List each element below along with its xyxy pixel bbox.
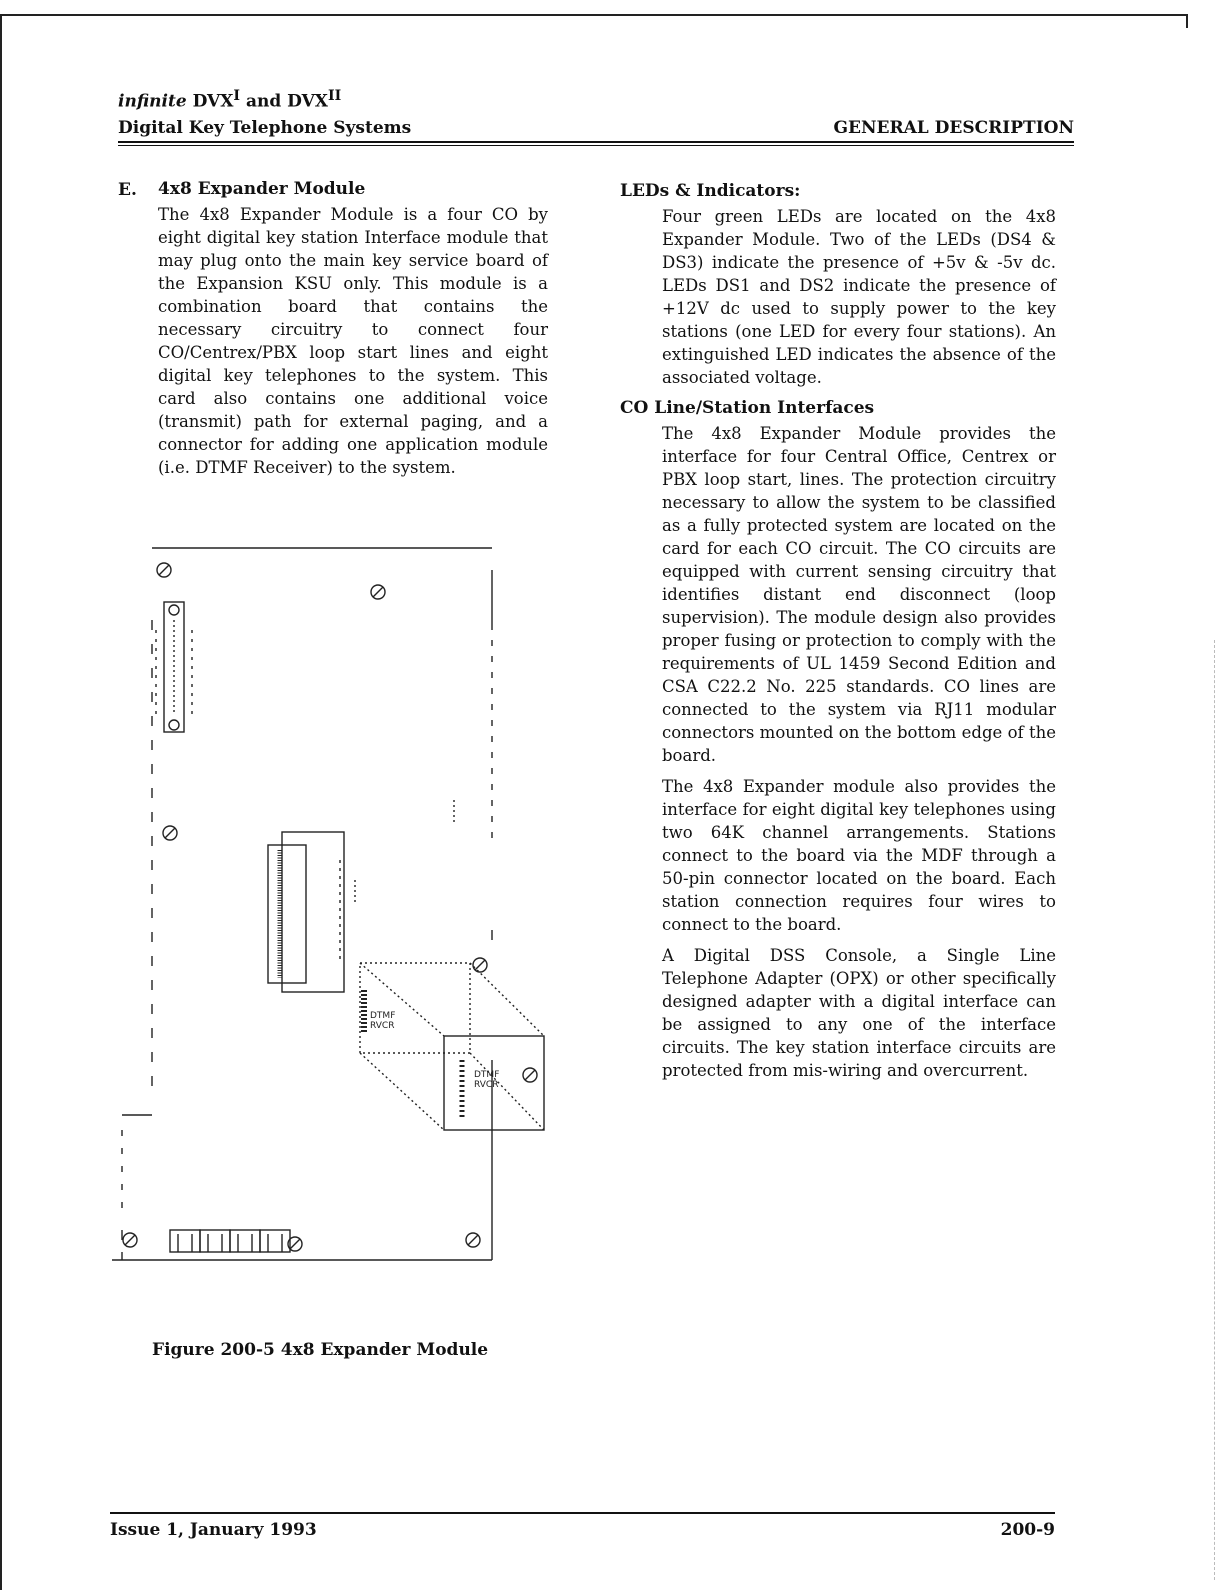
co-paragraph-3: A Digital DSS Console, a Single Line Telephone Adapter (OPX) or other specifically designed adapter with a digital interface can be assigned to any one of the interface circuits. The key station interface circuits are protected from mis-wiring and overcurrent. (662, 946, 1056, 1080)
page-footer (110, 1512, 1055, 1540)
header-title (118, 88, 1074, 112)
sup-one: I (233, 88, 241, 104)
rvcr-label-board: RVCR (370, 1021, 395, 1031)
title-and-dvx: and DVX (245, 91, 328, 112)
dtmf-label-board: DTMF (370, 1011, 396, 1021)
dtmf-label-card: DTMF (474, 1070, 500, 1080)
section-paragraph: The 4x8 Expander Module is a four CO by eight digital key station Interface module that may plug onto the main key service board of the Expansion KSU only. This module is a combination board that contains the necessary circuitry to connect four CO/Centrex/PBX loop start lines and eight digital key telephones to the system. This card also contains one additional voice (transmit) path for external paging, and a connector for adding one application module (i.e. DTMF Receiver) to the system. (158, 205, 548, 477)
co-paragraph-2: The 4x8 Expander module also provides the interface for eight digital key telephones using two 64K channel arrangements. Stations connect to the board via the MDF through a 50-pin connector located on the board. Each station connection requires four wires to connect to the board. (662, 777, 1056, 934)
footer-rule (110, 1512, 1055, 1514)
header-subtitle: Digital Key Telephone Systems (118, 117, 412, 138)
section-heading: 4x8 Expander Module (158, 179, 366, 199)
rvcr-label-card: RVCR (474, 1080, 499, 1090)
brand-name: infinite (118, 91, 187, 112)
title-dvx: DVX (192, 91, 234, 112)
page-frame-top (0, 14, 1186, 16)
page-header (118, 88, 1074, 146)
right-column (620, 180, 1056, 1090)
header-rule (118, 141, 1074, 143)
page-frame-left (0, 14, 2, 1590)
leds-heading: LEDs & Indicators: (620, 181, 801, 201)
section-letter: E. (118, 180, 137, 200)
header-section: GENERAL DESCRIPTION (833, 117, 1074, 138)
header-rule-thin (118, 145, 1074, 146)
sup-two: II (327, 88, 342, 104)
page-frame-right (1186, 14, 1188, 28)
footer-issue: Issue 1, January 1993 (110, 1520, 317, 1540)
left-column (158, 178, 548, 487)
figure-caption: Figure 200-5 4x8 Expander Module (152, 1340, 489, 1360)
co-heading: CO Line/Station Interfaces (620, 398, 875, 418)
leds-paragraph: Four green LEDs are located on the 4x8 Expander Module. Two of the LEDs (DS4 & DS3) indicate the presence of +5v & -5v dc. LEDs DS1 and DS2 indicate the presence of +12V dc used to supply power to the key stations (one LED for every four stations). An extinguished LED indicates the absence of the associated voltage. (662, 207, 1056, 387)
scan-edge-marks (1214, 640, 1215, 1580)
page-number: 200-9 (1000, 1520, 1055, 1540)
expander-module-figure (100, 540, 560, 1270)
co-paragraph-1: The 4x8 Expander Module provides the interface for four Central Office, Centrex or PBX loop start, lines. The protection circuitry necessary to allow the system to be classified as a fully protected system are located on the card for each CO circuit. The CO circuits are equipped with current sensing circuitry that identifies distant end disconnect (loop supervision). The module design also provides proper fusing or protection to comply with the requirements of UL 1459 Second Edition and CSA C22.2 No. 225 standards. CO lines are connected to the system via RJ11 modular connectors mounted on the bottom edge of the board. (662, 424, 1056, 765)
